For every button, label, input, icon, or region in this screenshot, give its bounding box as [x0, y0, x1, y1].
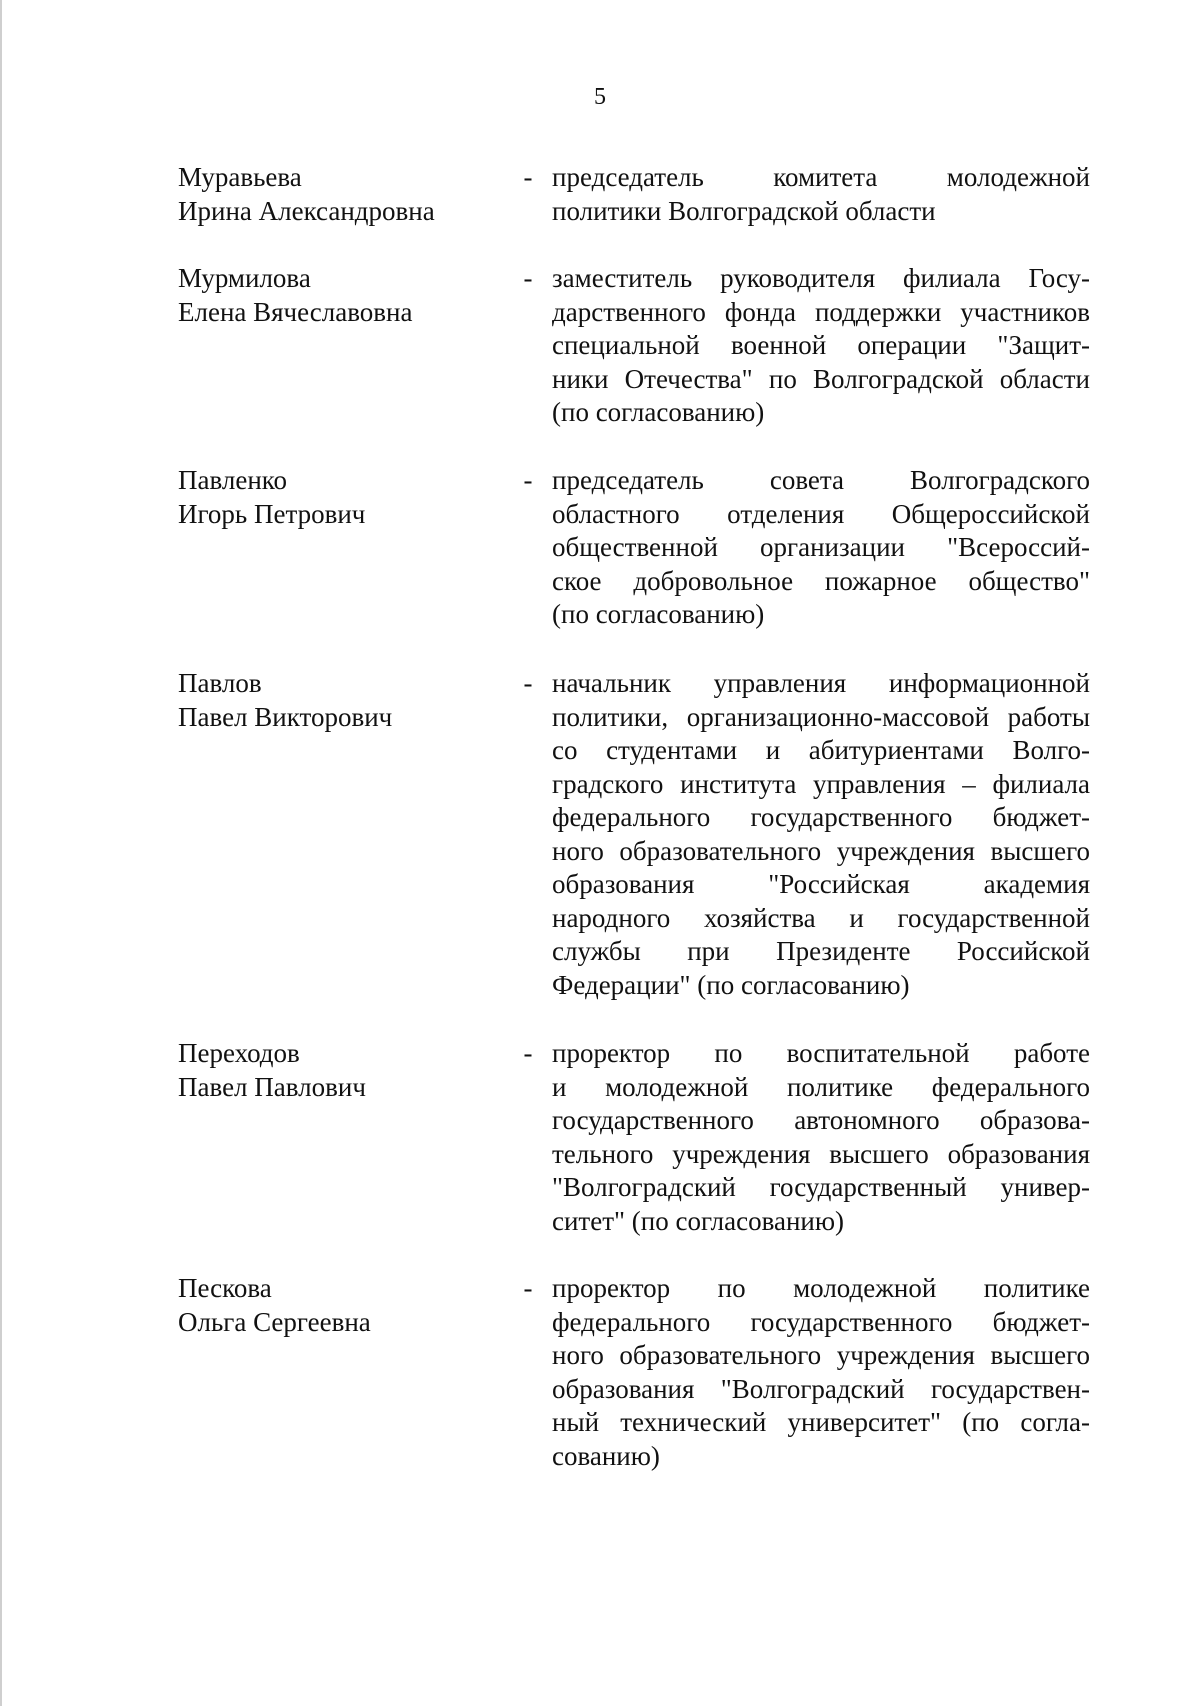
position-line: градского института управления – филиала [552, 768, 1090, 799]
member-given-name: Игорь Петрович [178, 498, 366, 529]
member-surname: Пескова [178, 1273, 272, 1303]
position-line: сованию) [552, 1440, 660, 1471]
member-given-name: Павел Павлович [178, 1071, 366, 1102]
member-given-name: Павел Викторович [178, 701, 393, 732]
position-line: со студентами и абитуриентами Волго- [552, 735, 1090, 765]
position-line: областного отделения Общероссийской [552, 498, 1090, 529]
position-line: службы при Президенте Российской [552, 936, 1090, 966]
position-line: государственного автономного образова- [552, 1105, 1090, 1135]
scan-edge-left [0, 0, 2, 1706]
position-line: ного образовательного учреждения высшего [552, 835, 1090, 866]
member-given-name: Ирина Александровна [178, 195, 435, 226]
position-line: "Волгоградский государственный универ- [552, 1172, 1090, 1202]
member-position [552, 1037, 1090, 1238]
position-line: проректор по воспитательной работе [552, 1038, 1090, 1068]
member-name [178, 262, 498, 329]
position-line: ного образовательного учреждения высшего [552, 1340, 1090, 1370]
member-surname: Муравьева [178, 162, 302, 192]
position-line: общественной организации "Всероссий- [552, 532, 1090, 562]
dash-separator: - [523, 162, 533, 192]
member-name [178, 464, 498, 531]
position-line: Федерации" (по согласованию) [552, 969, 910, 1000]
member-given-name: Ольга Сергеевна [178, 1306, 371, 1337]
position-line: (по согласованию) [552, 599, 765, 629]
position-line: федерального государственного бюджет- [552, 1306, 1090, 1337]
member-name [178, 667, 498, 734]
position-line: председатель комитета молодежной [552, 162, 1090, 192]
member-surname: Павленко [178, 465, 288, 495]
position-line: образования "Волгоградский государствен- [552, 1373, 1090, 1404]
position-line: ники Отечества" по Волгоградской области [552, 363, 1090, 394]
position-line: дарственного фонда поддержки участников [552, 296, 1090, 327]
dash-separator: - [523, 465, 533, 495]
position-line: специальной военной операции "Защит- [552, 330, 1090, 360]
position-line: народного хозяйства и государственной [552, 902, 1090, 933]
position-line: начальник управления информационной [552, 668, 1090, 698]
position-line: председатель совета Волгоградского [552, 465, 1090, 495]
member-name [178, 1037, 498, 1104]
dash-separator: - [523, 1038, 533, 1068]
member-given-name: Елена Вячеславовна [178, 296, 413, 327]
page-number: 5 [594, 84, 606, 110]
member-position [552, 1272, 1090, 1473]
dash-separator: - [523, 668, 533, 698]
member-position [552, 262, 1090, 430]
member-surname: Мурмилова [178, 263, 311, 293]
member-position [552, 667, 1090, 1002]
position-line: заместитель руководителя филиала Госу- [552, 263, 1090, 293]
position-line: (по согласованию) [552, 397, 765, 427]
dash-separator: - [523, 263, 533, 293]
position-line: ный технический университет" (по согла- [552, 1407, 1090, 1437]
member-surname: Павлов [178, 668, 262, 698]
member-name [178, 1272, 498, 1339]
position-line: политики, организационно-массовой работы [552, 701, 1090, 732]
position-line: и молодежной политике федерального [552, 1071, 1090, 1102]
dash-separator: - [523, 1273, 533, 1303]
member-surname: Переходов [178, 1038, 300, 1068]
position-line: федерального государственного бюджет- [552, 802, 1090, 832]
member-position [552, 161, 1090, 228]
member-position [552, 464, 1090, 632]
position-line: проректор по молодежной политике [552, 1273, 1090, 1303]
position-line: ское добровольное пожарное общество" [552, 565, 1090, 596]
position-line: политики Волгоградской области [552, 195, 936, 226]
position-line: ситет" (по согласованию) [552, 1205, 845, 1236]
member-name [178, 161, 498, 228]
position-line: образования "Российская академия [552, 869, 1090, 899]
position-line: тельного учреждения высшего образования [552, 1138, 1090, 1169]
